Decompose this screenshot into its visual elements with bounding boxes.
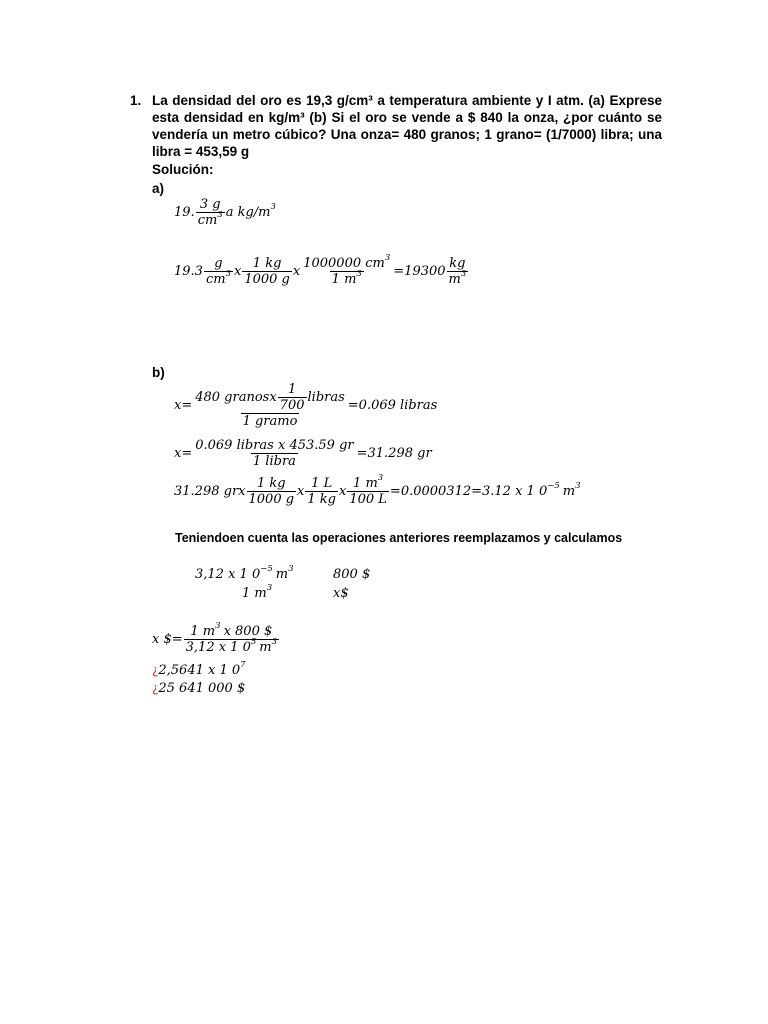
equation-a2: 19.3 $\frac{g}{cm^3}$ x $\frac{1 kg}{1000 g}$ x $\frac{1000000 cm^3}{1 m^3}$ =19300 $\frac{kg}{m^3}$ <box>174 252 467 287</box>
error-mark: ¿ <box>152 663 159 677</box>
solution-label: Solución: <box>152 162 214 177</box>
problem-text: La densidad del oro es 19,3 g/cm³ a temperatura ambiente y I atm. (a) Exprese esta densidad en kg/m³ (b) Si el oro se vende a $ 840 la onza, ¿por cuánto se vendería un metro cúbico? Una onza= 480 granos; 1 grano= (1/7000) libra; una libra = 453,59 g <box>152 93 662 159</box>
equation-b3: 31.298 grx $\frac{1 kg}{1000 g}$ x $\frac{1 L}{1 kg}$ x $\frac{1 m^3}{100 L}$ =0.0000312=3.12 x 1 $0^{-5}$ $m^3$ <box>174 472 581 507</box>
problem-number: 1. <box>130 93 142 108</box>
fraction: $\frac{\text{0.069 libras x 453.59 gr}}{\text{1 libra}}$ <box>195 438 354 469</box>
part-b-label: b) <box>152 365 165 380</box>
fraction: $\frac{1 m^3 x 800 \$}{3,12 x 1 0^5 m^3}$ <box>185 620 278 655</box>
equation-a1: 19. $\frac{3 g}{cm^3}$ a $kg/m^3$ <box>174 197 276 228</box>
proportion-row-2-left: 1 $m^3$ <box>242 582 273 601</box>
result-line-2: ¿25 641 000 $ <box>152 681 246 696</box>
result-line-1: ¿2,5641 x 1 $0^7$ <box>152 659 246 678</box>
part-a-label: a) <box>152 181 165 196</box>
proportion-row-2-right: x$ <box>333 586 349 601</box>
fraction: $\frac{3 g}{cm^3}$ <box>197 197 223 228</box>
equation-b2: x= $\frac{\text{0.069 libras x 453.59 gr}}{\text{1 libra}}$ =31.298 gr <box>174 438 432 469</box>
equation-b1: x= 480 granosx $\frac{1}{700}$ libras 1 gramo =0.069 libras <box>174 382 438 429</box>
note-text: Teniendoen cuenta las operaciones anteriores reemplazamos y calculamos <box>175 531 623 545</box>
fraction: $\frac{g}{cm^3}$ <box>205 256 231 287</box>
fraction: $\frac{1 kg}{1000 g}$ <box>248 476 295 507</box>
fraction: $\frac{1}{700}$ <box>279 382 305 413</box>
proportion-row-1-left: 3,12 x 1 $0^{-5}$ $m^3$ <box>195 563 294 582</box>
fraction: $\frac{kg}{m^3}$ <box>448 256 467 287</box>
final-equation: x $= $\frac{1 m^3 x 800 \$}{3,12 x 1 0^5 m^3}$ <box>152 620 278 655</box>
fraction: $\frac{1 L}{1 kg}$ <box>307 476 336 507</box>
fraction: $\frac{1 kg}{1000 g}$ <box>244 256 290 287</box>
fraction: $\frac{1000000 cm^3}{1 m^3}$ <box>303 252 391 287</box>
proportion-row-1-right: 800 $ <box>333 567 371 582</box>
fraction: 480 granosx $\frac{1}{700}$ libras 1 gramo <box>195 382 345 429</box>
error-mark: ¿ <box>152 681 159 695</box>
fraction: $\frac{1 m^3}{100 L}$ <box>349 472 387 507</box>
